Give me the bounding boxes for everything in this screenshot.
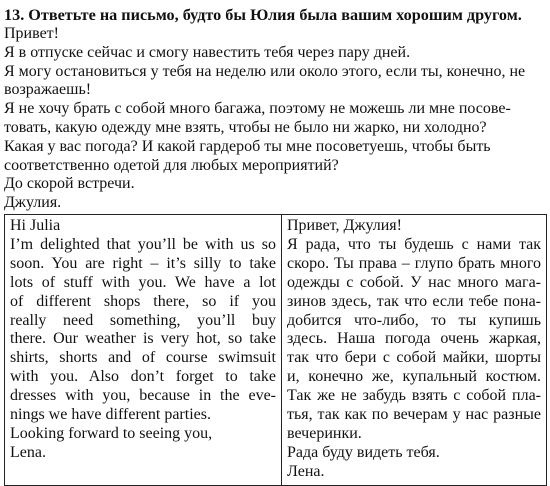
en-line: shirts, shorts and of course swimsuit bbox=[10, 349, 276, 367]
document-page bbox=[4, 6, 544, 486]
en-line: lots of stuff with you. We have a lot bbox=[10, 273, 276, 291]
ru-line: Привет, Джулия! bbox=[287, 216, 402, 234]
letter-line: Я не хочу брать с собой много багажа, поэтому не можешь ли мне посове- bbox=[4, 100, 511, 118]
letter-closing: До скорой встречи. bbox=[4, 175, 135, 193]
ru-line: добится что-либо, то ты купишь bbox=[287, 311, 541, 329]
letter-line: возражаешь! bbox=[4, 81, 92, 99]
ru-line: вечеринки. bbox=[287, 424, 362, 442]
en-line: I’m delighted that you’ll be with us so bbox=[10, 235, 276, 253]
english-answer-cell bbox=[5, 214, 282, 485]
en-line: soon. You are right – it’s silly to take bbox=[10, 254, 276, 272]
ru-line: здесь. Наша погода очень жаркая, bbox=[287, 330, 541, 348]
en-line: nings we have different parties. bbox=[10, 406, 211, 424]
russian-answer-cell bbox=[282, 214, 547, 485]
letter-signature: Джулия. bbox=[4, 194, 62, 212]
en-line: there. Our weather is very hot, so take bbox=[10, 330, 276, 348]
letter-line: товать, какую одежду мне взять, чтобы не было ни жарко, ни холодно? bbox=[4, 118, 487, 136]
letter-line: Я в отпуске сейчас и смогу навестить тебя через пару дней. bbox=[4, 43, 411, 61]
ru-signature: Лена. bbox=[287, 462, 325, 480]
letter-line: соответственно одетой для любых мероприятий? bbox=[4, 156, 339, 174]
letter-greeting: Привет! bbox=[4, 25, 59, 42]
answer-row bbox=[5, 214, 547, 485]
en-line: Hi Julia bbox=[10, 216, 61, 234]
task-title: 13. Ответьте на письмо, будто бы Юлия была вашим хорошим другом. bbox=[4, 6, 522, 24]
ru-line: одежды с собой. У нас много мага- bbox=[287, 273, 541, 291]
ru-line: тья, так как по вечерам у нас разные bbox=[287, 406, 541, 424]
ru-line: Так же не забудь взять с собой пла- bbox=[287, 387, 541, 405]
incoming-letter bbox=[4, 25, 544, 213]
ru-line: так что бери с собой майки, шорты bbox=[287, 349, 541, 367]
en-line: really need something, you’ll buy bbox=[10, 311, 276, 329]
answer-table bbox=[4, 214, 547, 486]
ru-line: Я рада, что ты будешь с нами так bbox=[287, 235, 541, 253]
ru-line: скоро. Ты права – глупо брать много bbox=[287, 254, 541, 272]
letter-line: Я могу остановиться у тебя на неделю или около этого, если ты, конечно, не bbox=[4, 62, 526, 80]
en-line: dresses with you, because in the eve- bbox=[10, 387, 276, 405]
en-line: with you. Also don’t forget to take bbox=[10, 368, 276, 386]
ru-line: и, конечно же, купальный костюм. bbox=[287, 368, 541, 386]
en-line: Looking forward to seeing you, bbox=[10, 424, 213, 442]
letter-line: Какая у вас погода? И какой гардероб ты мне посоветуешь, чтобы быть bbox=[4, 137, 491, 155]
en-signature: Lena. bbox=[10, 443, 46, 461]
en-line: of different shops there, so if you bbox=[10, 292, 276, 310]
ru-line: зинов здесь, так что если тебе пона- bbox=[287, 292, 541, 310]
ru-line: Рада буду видеть тебя. bbox=[287, 443, 440, 461]
